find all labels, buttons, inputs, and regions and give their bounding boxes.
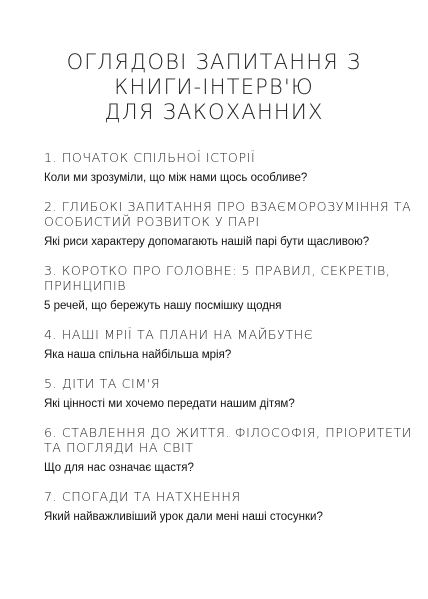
section-heading: 3. КОРОТКО ПРО ГОЛОВНЕ: 5 ПРАВИЛ, СЕКРЕТІВ, ПРИНЦИПІВ <box>44 263 391 293</box>
section-question: Які цінності ми хочемо передати нашим дітям? <box>44 398 295 410</box>
section-question: Який найважливіший урок дали мені наші стосунки? <box>44 511 323 523</box>
section-heading: 2. ГЛИБОКІ ЗАПИТАННЯ ПРО ВЗАЄМОРОЗУМІННЯ ТА ОСОБИСТИЙ РОЗВИТОК У ПАРІ <box>44 199 412 229</box>
section-7 <box>44 489 416 524</box>
section-heading: 5. ДІТИ ТА СІМ'Я <box>44 376 161 391</box>
section-question: Що для нас означає щастя? <box>44 462 194 474</box>
section-question: Коли ми зрозуміли, що між нами щось особливе? <box>44 172 308 184</box>
section-question: Які риси характеру допомагають нашій парі бути щасливою? <box>44 236 370 248</box>
section-2 <box>44 199 416 249</box>
title-line: ОГЛЯДОВІ ЗАПИТАННЯ З <box>66 50 362 74</box>
section-question: Яка наша спільна найбільша мрія? <box>44 349 232 361</box>
section-4 <box>44 327 416 362</box>
section-heading: 7. СПОГАДИ ТА НАТХНЕННЯ <box>44 489 241 504</box>
section-heading: 4. НАШІ МРІЇ ТА ПЛАНИ НА МАЙБУТНЄ <box>44 327 314 342</box>
sections-list <box>44 150 416 538</box>
section-question: 5 речей, що бережуть нашу посмішку щодня <box>44 300 282 312</box>
section-3 <box>44 263 416 313</box>
section-6 <box>44 425 416 475</box>
section-1 <box>44 150 416 185</box>
title-line: КНИГИ-ІНТЕРВ'Ю <box>114 75 314 99</box>
section-heading: 1. ПОЧАТОК СПІЛЬНОЇ ІСТОРІЇ <box>44 150 256 165</box>
page-title <box>0 50 428 125</box>
section-heading: 6. СТАВЛЕННЯ ДО ЖИТТЯ. ФІЛОСОФІЯ, ПРІОРИТЕТИ ТА ПОГЛЯДИ НА СВІТ <box>44 425 412 455</box>
section-5 <box>44 376 416 411</box>
title-line: ДЛЯ ЗАКОХАННИХ <box>104 100 324 124</box>
